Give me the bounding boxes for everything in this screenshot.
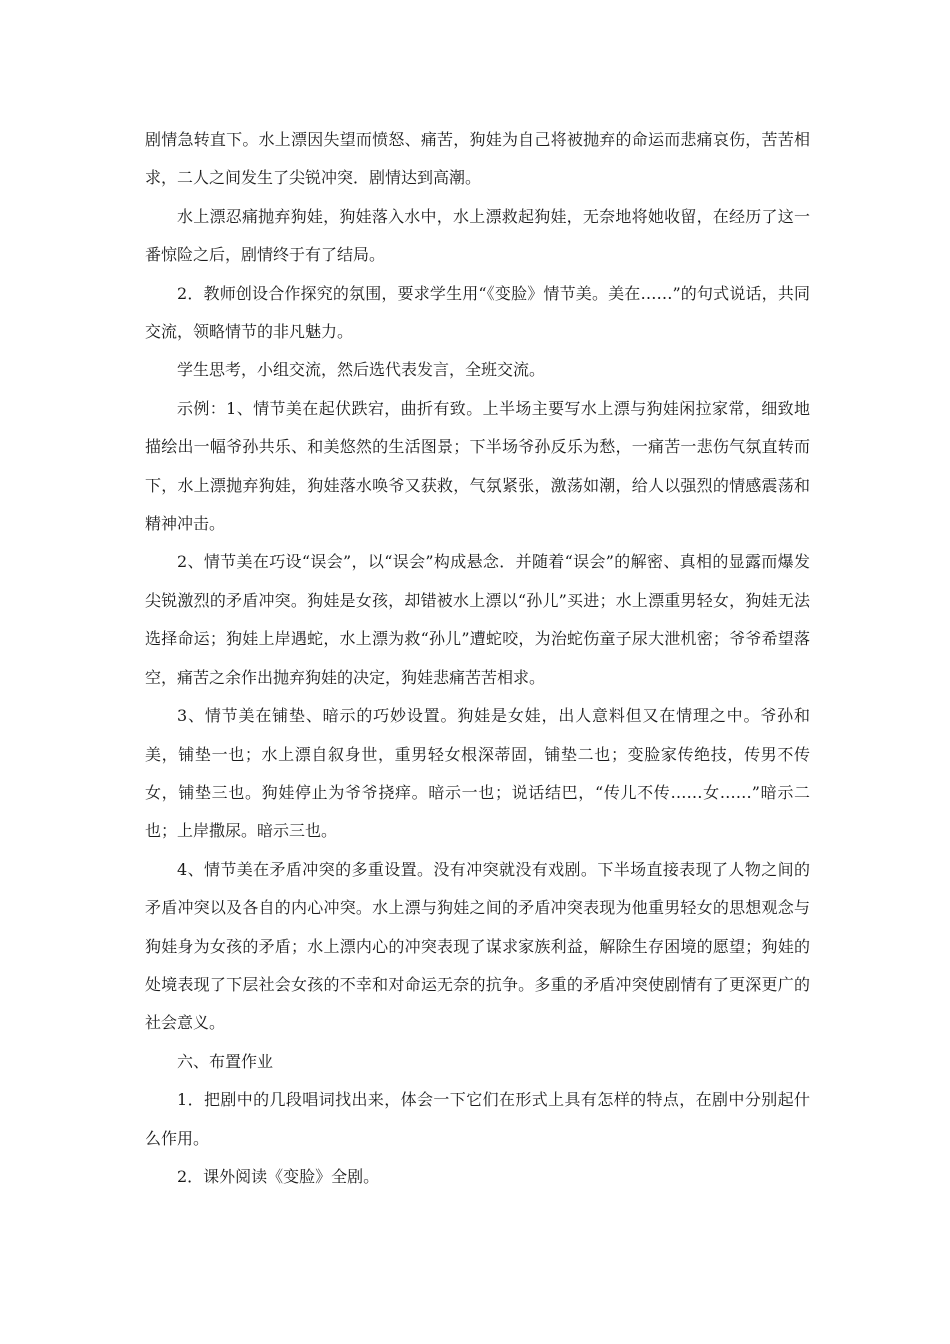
paragraph-climax: 剧情急转直下。水上漂因失望而愤怒、痛苦，狗娃为自己将被抛弃的命运而悲痛哀伤，苦苦相求，二人之间发生了尖锐冲突．剧情达到高潮。 [145, 130, 810, 188]
paragraph-example-2: 2、情节美在巧设“误会”，以“误会”构成悬念．并随着“误会”的解密、真相的显露而爆发尖锐激烈的矛盾冲突。狗娃是女孩，却错被水上漂以“孙儿”买进；水上漂重男轻女，狗娃无法选择命运；狗娃上岸遇蛇，水上漂为救“孙儿”遭蛇咬，为治蛇伤童子尿大泄机密；爷爷希望落空，痛苦之余作出抛弃狗娃的决定，狗娃悲痛苦苦相求。 [145, 552, 810, 687]
document-body [145, 121, 810, 1196]
paragraph-example-4: 4、情节美在矛盾冲突的多重设置。没有冲突就没有戏剧。下半场直接表现了人物之间的矛盾冲突以及各自的内心冲突。水上漂与狗娃之间的矛盾冲突表现为他重男轻女的思想观念与狗娃身为女孩的矛盾；水上漂内心的冲突表现了谋求家族利益，解除生存困境的愿望；狗娃的处境表现了下层社会女孩的不幸和对命运无奈的抗争。多重的矛盾冲突使剧情有了更深更广的社会意义。 [145, 859, 810, 1033]
section-heading-homework: 六、布置作业 [177, 1051, 274, 1071]
paragraph-example-1: 示例：1、情节美在起伏跌宕，曲折有致。上半场主要写水上漂与狗娃闲拉家常，细致地描绘出一幅爷孙共乐、和美悠然的生活图景；下半场爷孙反乐为愁，一痛苦一悲伤气氛直转而下，水上漂抛弃狗娃，狗娃落水唤爷又获救，气氛紧张，激荡如潮，给人以强烈的情感震荡和精神冲击。 [145, 398, 810, 534]
paragraph-ending: 水上漂忍痛抛弃狗娃，狗娃落入水中，水上漂救起狗娃，无奈地将她收留，在经历了这一番惊险之后，剧情终于有了结局。 [145, 206, 810, 265]
paragraph-discussion: 学生思考，小组交流，然后选代表发言，全班交流。 [177, 360, 546, 380]
homework-item-2: 2．课外阅读《变脸》全剧。 [177, 1166, 380, 1186]
paragraph-task-2: 2．教师创设合作探究的氛围，要求学生用“《变脸》情节美。美在……”的句式说话，共同交流，领略情节的非凡魅力。 [145, 283, 810, 342]
paragraph-example-3: 3、情节美在铺垫、暗示的巧妙设置。狗娃是女娃，出人意料但又在情理之中。爷孙和美，铺垫一也；水上漂自叙身世，重男轻女根深蒂固，铺垫二也；变脸家传绝技，传男不传女，铺垫三也。狗娃停止为爷爷挠痒。暗示一也；说话结巴，“传儿不传……女……”暗示二也；上岸撒尿。暗示三也。 [145, 706, 810, 841]
homework-item-1: 1．把剧中的几段唱词找出来，体会一下它们在形式上具有怎样的特点，在剧中分别起什么作用。 [145, 1090, 810, 1148]
